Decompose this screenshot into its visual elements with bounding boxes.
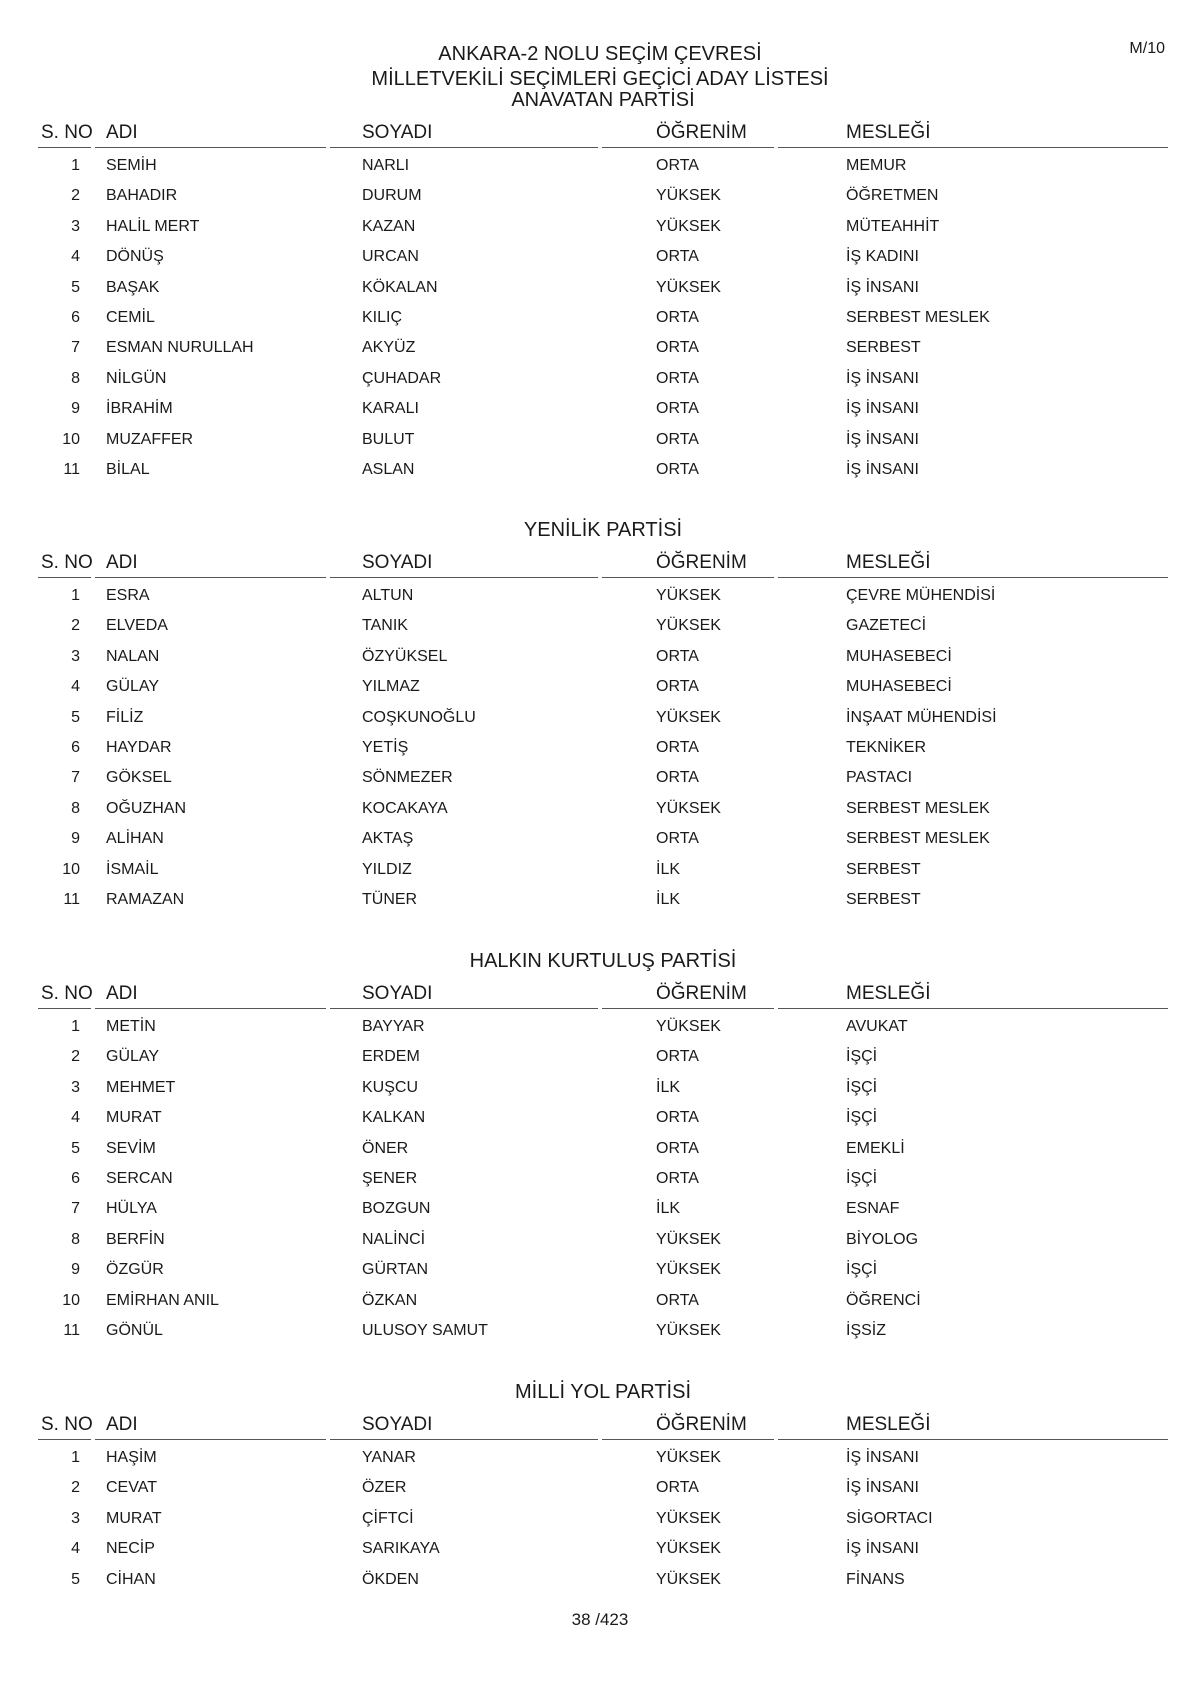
table-row xyxy=(38,1135,1168,1165)
cell-ogrenim: YÜKSEK xyxy=(656,1570,721,1588)
cell-ogrenim: ORTA xyxy=(656,400,699,418)
cell-meslegi: SERBEST xyxy=(846,860,921,878)
table-row xyxy=(38,456,1168,486)
header-underline xyxy=(95,147,326,148)
party-section xyxy=(38,947,1168,1347)
table-header xyxy=(38,1412,1168,1440)
cell-ogrenim: YÜKSEK xyxy=(656,1321,721,1339)
cell-adi: MURAT xyxy=(106,1109,162,1127)
cell-no: 6 xyxy=(71,738,80,756)
table-row xyxy=(38,426,1168,456)
cell-no: 7 xyxy=(71,339,80,357)
cell-adi: GÜLAY xyxy=(106,1048,160,1066)
cell-meslegi: EMEKLİ xyxy=(846,1139,905,1157)
cell-adi: CİHAN xyxy=(106,1570,156,1588)
cell-ogrenim: ORTA xyxy=(656,430,699,448)
table-header xyxy=(38,550,1168,578)
party-section xyxy=(38,1378,1168,1596)
cell-adi: İSMAİL xyxy=(106,860,159,878)
cell-soyadi: BOZGUN xyxy=(362,1200,431,1218)
cell-meslegi: İŞ İNSANI xyxy=(846,1479,919,1497)
cell-adi: BERFİN xyxy=(106,1230,165,1248)
cell-meslegi: İŞÇİ xyxy=(846,1109,878,1127)
cell-meslegi: BİYOLOG xyxy=(846,1230,919,1248)
cell-soyadi: SARIKAYA xyxy=(362,1540,440,1558)
cell-adi: İBRAHİM xyxy=(106,400,173,418)
cell-no: 5 xyxy=(71,1570,80,1588)
column-header-ogrenim: ÖĞRENİM xyxy=(656,122,747,143)
cell-soyadi: YILDIZ xyxy=(362,860,412,878)
cell-adi: NİLGÜN xyxy=(106,369,167,387)
cell-meslegi: İŞ İNSANI xyxy=(846,430,919,448)
table-row xyxy=(38,304,1168,334)
column-header-adi: ADI xyxy=(106,122,138,143)
table-row xyxy=(38,1474,1168,1504)
table-row xyxy=(38,1535,1168,1565)
column-header-soyadi: SOYADI xyxy=(362,1414,433,1435)
table-row xyxy=(38,1317,1168,1347)
cell-no: 11 xyxy=(63,460,80,478)
cell-soyadi: COŞKUNOĞLU xyxy=(362,708,476,726)
table-row xyxy=(38,1104,1168,1134)
header-underline xyxy=(602,1008,774,1009)
cell-meslegi: SERBEST xyxy=(846,339,921,357)
cell-no: 3 xyxy=(71,217,80,235)
cell-adi: MURAT xyxy=(106,1509,162,1527)
table-row xyxy=(38,1013,1168,1043)
cell-no: 8 xyxy=(71,369,80,387)
column-header-ogrenim: ÖĞRENİM xyxy=(656,1414,747,1435)
cell-no: 2 xyxy=(71,1479,80,1497)
header-underline xyxy=(38,1439,91,1440)
cell-soyadi: NALİNCİ xyxy=(362,1230,426,1248)
cell-adi: NALAN xyxy=(106,647,160,665)
cell-soyadi: KARALI xyxy=(362,400,419,418)
cell-no: 10 xyxy=(62,1291,80,1309)
cell-no: 1 xyxy=(71,157,80,174)
cell-ogrenim: YÜKSEK xyxy=(656,1230,721,1248)
cell-no: 9 xyxy=(71,830,80,848)
column-header-no: S. NO xyxy=(41,983,93,1004)
cell-adi: DÖNÜŞ xyxy=(106,248,164,266)
column-header-no: S. NO xyxy=(41,1414,93,1435)
cell-ogrenim: ORTA xyxy=(656,647,699,665)
cell-ogrenim: YÜKSEK xyxy=(656,1509,721,1527)
cell-meslegi: SİGORTACI xyxy=(846,1509,933,1527)
table-row xyxy=(38,856,1168,886)
cell-meslegi: PASTACI xyxy=(846,769,913,787)
table-row xyxy=(38,152,1168,182)
table-row xyxy=(38,1505,1168,1535)
table-row xyxy=(38,365,1168,395)
cell-meslegi: İŞ İNSANI xyxy=(846,460,919,478)
cell-meslegi: İŞSİZ xyxy=(846,1321,887,1339)
cell-ogrenim: ORTA xyxy=(656,460,699,478)
party-title: ANAVATAN PARTİSİ xyxy=(511,89,695,111)
cell-soyadi: BAYYAR xyxy=(362,1018,425,1035)
cell-adi: GÜLAY xyxy=(106,678,160,696)
cell-soyadi: ERDEM xyxy=(362,1048,420,1066)
header-underline xyxy=(602,1439,774,1440)
cell-no: 3 xyxy=(71,647,80,665)
cell-ogrenim: ORTA xyxy=(656,308,699,326)
header-underline xyxy=(95,1439,326,1440)
cell-soyadi: YETİŞ xyxy=(362,738,409,756)
cell-ogrenim: ORTA xyxy=(656,830,699,848)
cell-no: 3 xyxy=(71,1509,80,1527)
cell-meslegi: İŞ İNSANI xyxy=(846,1540,919,1558)
cell-adi: ELVEDA xyxy=(106,617,168,635)
table-row xyxy=(38,673,1168,703)
cell-adi: CEMİL xyxy=(106,308,155,326)
cell-ogrenim: ORTA xyxy=(656,769,699,787)
cell-adi: ESMAN NURULLAH xyxy=(106,339,254,357)
cell-soyadi: KOCAKAYA xyxy=(362,799,448,817)
table-row xyxy=(38,582,1168,612)
cell-no: 4 xyxy=(71,1540,80,1558)
cell-ogrenim: İLK xyxy=(656,890,681,908)
cell-no: 3 xyxy=(71,1078,80,1096)
cell-meslegi: AVUKAT xyxy=(846,1018,908,1035)
cell-adi: MUZAFFER xyxy=(106,430,194,448)
cell-adi: HÜLYA xyxy=(106,1200,157,1218)
column-header-soyadi: SOYADI xyxy=(362,552,433,573)
table-row xyxy=(38,764,1168,794)
cell-adi: SEMİH xyxy=(106,157,157,174)
cell-adi: HAYDAR xyxy=(106,738,172,756)
cell-meslegi: GAZETECİ xyxy=(846,617,927,635)
table-body xyxy=(38,1444,1168,1596)
header-underline xyxy=(95,1008,326,1009)
header-underline xyxy=(778,1439,1168,1440)
table-row xyxy=(38,1195,1168,1225)
cell-no: 11 xyxy=(63,890,80,908)
cell-meslegi: SERBEST xyxy=(846,890,921,908)
header-underline xyxy=(330,1008,598,1009)
cell-ogrenim: ORTA xyxy=(656,1048,699,1066)
column-header-adi: ADI xyxy=(106,1414,138,1435)
table-row xyxy=(38,795,1168,825)
cell-meslegi: İŞ İNSANI xyxy=(846,369,919,387)
cell-ogrenim: ORTA xyxy=(656,738,699,756)
party-section xyxy=(38,86,1168,486)
table-body xyxy=(38,582,1168,916)
cell-adi: BAHADIR xyxy=(106,187,178,205)
header-underline xyxy=(778,1008,1168,1009)
cell-meslegi: MEMUR xyxy=(846,157,907,174)
header-underline xyxy=(778,147,1168,148)
cell-adi: BAŞAK xyxy=(106,278,160,296)
table-row xyxy=(38,274,1168,304)
cell-soyadi: ÖKDEN xyxy=(362,1570,419,1588)
cell-ogrenim: İLK xyxy=(656,860,681,878)
cell-ogrenim: ORTA xyxy=(656,1109,699,1127)
cell-meslegi: MÜTEAHHİT xyxy=(846,217,940,235)
cell-meslegi: İŞÇİ xyxy=(846,1261,878,1279)
table-body xyxy=(38,1013,1168,1347)
table-row xyxy=(38,612,1168,642)
cell-soyadi: YILMAZ xyxy=(362,678,420,696)
cell-adi: SERCAN xyxy=(106,1169,173,1187)
cell-adi: GÖNÜL xyxy=(106,1321,163,1339)
table-row xyxy=(38,182,1168,212)
table-header xyxy=(38,981,1168,1009)
column-header-ogrenim: ÖĞRENİM xyxy=(656,552,747,573)
column-header-adi: ADI xyxy=(106,552,138,573)
column-header-meslegi: MESLEĞİ xyxy=(846,552,931,573)
table-row xyxy=(38,395,1168,425)
cell-soyadi: KÖKALAN xyxy=(362,278,438,296)
cell-soyadi: KUŞCU xyxy=(362,1078,419,1096)
cell-soyadi: TANIK xyxy=(362,617,408,635)
header-underline xyxy=(95,577,326,578)
table-row xyxy=(38,734,1168,764)
cell-no: 2 xyxy=(71,187,80,205)
cell-adi: HAŞİM xyxy=(106,1449,157,1466)
cell-soyadi: DURUM xyxy=(362,187,422,205)
table-row xyxy=(38,1165,1168,1195)
table-body xyxy=(38,152,1168,486)
cell-ogrenim: ORTA xyxy=(656,678,699,696)
cell-adi: ALİHAN xyxy=(106,830,164,848)
party-title: YENİLİK PARTİSİ xyxy=(523,519,683,541)
header-line-2: MİLLETVEKİLİ SEÇİMLERİ GEÇİCİ ADAY LİSTESİ xyxy=(371,68,829,90)
cell-adi: BİLAL xyxy=(106,460,150,478)
cell-no: 2 xyxy=(71,1048,80,1066)
header-underline xyxy=(38,577,91,578)
cell-ogrenim: ORTA xyxy=(656,369,699,387)
cell-soyadi: AKTAŞ xyxy=(362,830,414,848)
column-header-soyadi: SOYADI xyxy=(362,983,433,1004)
page-code: M/10 xyxy=(1129,40,1165,57)
cell-no: 4 xyxy=(71,248,80,266)
header-underline xyxy=(38,147,91,148)
cell-ogrenim: ORTA xyxy=(656,339,699,357)
table-row xyxy=(38,643,1168,673)
cell-ogrenim: YÜKSEK xyxy=(656,708,721,726)
cell-no: 5 xyxy=(71,1139,80,1157)
cell-adi: SEVİM xyxy=(106,1139,156,1157)
cell-soyadi: ÖZYÜKSEL xyxy=(362,647,448,665)
cell-ogrenim: İLK xyxy=(656,1200,681,1218)
cell-soyadi: KALKAN xyxy=(362,1109,426,1127)
table-row xyxy=(38,1256,1168,1286)
cell-no: 1 xyxy=(71,1449,80,1466)
header-underline xyxy=(602,147,774,148)
cell-ogrenim: İLK xyxy=(656,1078,681,1096)
cell-ogrenim: YÜKSEK xyxy=(656,617,721,635)
cell-no: 11 xyxy=(63,1321,80,1339)
cell-meslegi: SERBEST MESLEK xyxy=(846,799,990,817)
cell-adi: HALİL MERT xyxy=(106,217,200,235)
cell-no: 1 xyxy=(71,1018,80,1035)
cell-no: 5 xyxy=(71,278,80,296)
header-underline xyxy=(330,147,598,148)
cell-no: 10 xyxy=(62,430,80,448)
cell-adi: ÖZGÜR xyxy=(106,1261,164,1279)
cell-meslegi: ESNAF xyxy=(846,1200,900,1218)
cell-soyadi: URCAN xyxy=(362,248,419,266)
cell-meslegi: MUHASEBECİ xyxy=(846,647,952,665)
cell-soyadi: ÇUHADAR xyxy=(362,369,442,387)
cell-no: 2 xyxy=(71,617,80,635)
cell-meslegi: SERBEST MESLEK xyxy=(846,830,990,848)
cell-ogrenim: YÜKSEK xyxy=(656,278,721,296)
table-row xyxy=(38,1226,1168,1256)
page-number: 38 /423 xyxy=(571,1610,629,1629)
cell-ogrenim: YÜKSEK xyxy=(656,799,721,817)
cell-ogrenim: ORTA xyxy=(656,1479,699,1497)
column-header-meslegi: MESLEĞİ xyxy=(846,983,931,1004)
cell-meslegi: ÇEVRE MÜHENDİSİ xyxy=(846,587,996,604)
column-header-meslegi: MESLEĞİ xyxy=(846,1414,931,1435)
table-row xyxy=(38,243,1168,273)
cell-no: 9 xyxy=(71,400,80,418)
table-row xyxy=(38,213,1168,243)
cell-ogrenim: ORTA xyxy=(656,1139,699,1157)
cell-adi: GÖKSEL xyxy=(106,769,172,787)
cell-adi: MEHMET xyxy=(106,1078,176,1096)
cell-no: 5 xyxy=(71,708,80,726)
cell-soyadi: YANAR xyxy=(362,1449,416,1466)
cell-adi: FİLİZ xyxy=(106,708,144,726)
table-row xyxy=(38,1444,1168,1474)
cell-meslegi: ÖĞRENCİ xyxy=(846,1291,921,1309)
cell-soyadi: ÖZER xyxy=(362,1479,407,1497)
column-header-no: S. NO xyxy=(41,122,93,143)
cell-soyadi: ÖNER xyxy=(362,1139,409,1157)
header-line-1: ANKARA-2 NOLU SEÇİM ÇEVRESİ xyxy=(438,43,762,65)
cell-meslegi: İŞ İNSANI xyxy=(846,400,919,418)
cell-soyadi: NARLI xyxy=(362,157,410,174)
party-section xyxy=(38,516,1168,916)
cell-soyadi: ÇİFTCİ xyxy=(362,1509,414,1527)
cell-no: 4 xyxy=(71,678,80,696)
cell-ogrenim: YÜKSEK xyxy=(656,587,721,604)
cell-ogrenim: ORTA xyxy=(656,157,699,174)
cell-meslegi: İŞÇİ xyxy=(846,1169,878,1187)
column-header-adi: ADI xyxy=(106,983,138,1004)
cell-meslegi: ÖĞRETMEN xyxy=(846,187,939,205)
cell-no: 1 xyxy=(71,587,80,604)
cell-no: 4 xyxy=(71,1109,80,1127)
cell-ogrenim: YÜKSEK xyxy=(656,217,721,235)
cell-meslegi: İŞÇİ xyxy=(846,1048,878,1066)
table-row xyxy=(38,825,1168,855)
cell-ogrenim: ORTA xyxy=(656,248,699,266)
cell-soyadi: SÖNMEZER xyxy=(362,769,453,787)
cell-soyadi: ŞENER xyxy=(362,1169,418,1187)
cell-adi: METİN xyxy=(106,1018,156,1035)
cell-adi: EMİRHAN ANIL xyxy=(106,1291,219,1309)
cell-meslegi: FİNANS xyxy=(846,1570,905,1588)
table-row xyxy=(38,1287,1168,1317)
cell-ogrenim: YÜKSEK xyxy=(656,1540,721,1558)
column-header-ogrenim: ÖĞRENİM xyxy=(656,983,747,1004)
table-row xyxy=(38,1043,1168,1073)
cell-no: 8 xyxy=(71,799,80,817)
cell-meslegi: MUHASEBECİ xyxy=(846,678,952,696)
cell-no: 7 xyxy=(71,1200,80,1218)
cell-ogrenim: YÜKSEK xyxy=(656,187,721,205)
cell-soyadi: KAZAN xyxy=(362,217,416,235)
cell-soyadi: ALTUN xyxy=(362,587,414,604)
cell-no: 7 xyxy=(71,769,80,787)
column-header-meslegi: MESLEĞİ xyxy=(846,122,931,143)
cell-meslegi: İŞÇİ xyxy=(846,1078,878,1096)
cell-soyadi: BULUT xyxy=(362,430,415,448)
table-row xyxy=(38,704,1168,734)
cell-meslegi: İŞ İNSANI xyxy=(846,1449,919,1466)
cell-soyadi: GÜRTAN xyxy=(362,1261,429,1279)
cell-ogrenim: YÜKSEK xyxy=(656,1261,721,1279)
header-underline xyxy=(602,577,774,578)
header-underline xyxy=(38,1008,91,1009)
table-row xyxy=(38,334,1168,364)
table-row xyxy=(38,886,1168,916)
cell-soyadi: ÖZKAN xyxy=(362,1291,418,1309)
cell-soyadi: AKYÜZ xyxy=(362,339,416,357)
cell-adi: NECİP xyxy=(106,1540,155,1558)
party-title: HALKIN KURTULUŞ PARTİSİ xyxy=(469,950,737,972)
column-header-no: S. NO xyxy=(41,552,93,573)
cell-soyadi: ASLAN xyxy=(362,460,415,478)
cell-soyadi: TÜNER xyxy=(362,890,418,908)
cell-meslegi: TEKNİKER xyxy=(846,738,927,756)
party-title: MİLLİ YOL PARTİSİ xyxy=(515,1381,691,1403)
cell-no: 6 xyxy=(71,308,80,326)
cell-no: 10 xyxy=(62,860,80,878)
cell-soyadi: KILIÇ xyxy=(362,308,403,326)
cell-meslegi: İŞ İNSANI xyxy=(846,278,919,296)
header-underline xyxy=(330,577,598,578)
column-header-soyadi: SOYADI xyxy=(362,122,433,143)
cell-adi: CEVAT xyxy=(106,1479,157,1497)
table-row xyxy=(38,1074,1168,1104)
cell-adi: OĞUZHAN xyxy=(106,799,186,817)
cell-ogrenim: YÜKSEK xyxy=(656,1449,721,1466)
cell-no: 8 xyxy=(71,1230,80,1248)
header-underline xyxy=(330,1439,598,1440)
document-header xyxy=(0,42,1200,92)
cell-ogrenim: YÜKSEK xyxy=(656,1018,721,1035)
cell-adi: ESRA xyxy=(106,587,150,604)
cell-no: 9 xyxy=(71,1261,80,1279)
cell-meslegi: SERBEST MESLEK xyxy=(846,308,990,326)
cell-meslegi: İNŞAAT MÜHENDİSİ xyxy=(846,708,997,726)
cell-adi: RAMAZAN xyxy=(106,890,185,908)
table-header xyxy=(38,120,1168,148)
cell-meslegi: İŞ KADINI xyxy=(846,248,919,266)
cell-ogrenim: ORTA xyxy=(656,1169,699,1187)
cell-no: 6 xyxy=(71,1169,80,1187)
cell-soyadi: ULUSOY SAMUT xyxy=(362,1321,488,1339)
header-underline xyxy=(778,577,1168,578)
table-row xyxy=(38,1566,1168,1596)
cell-ogrenim: ORTA xyxy=(656,1291,699,1309)
